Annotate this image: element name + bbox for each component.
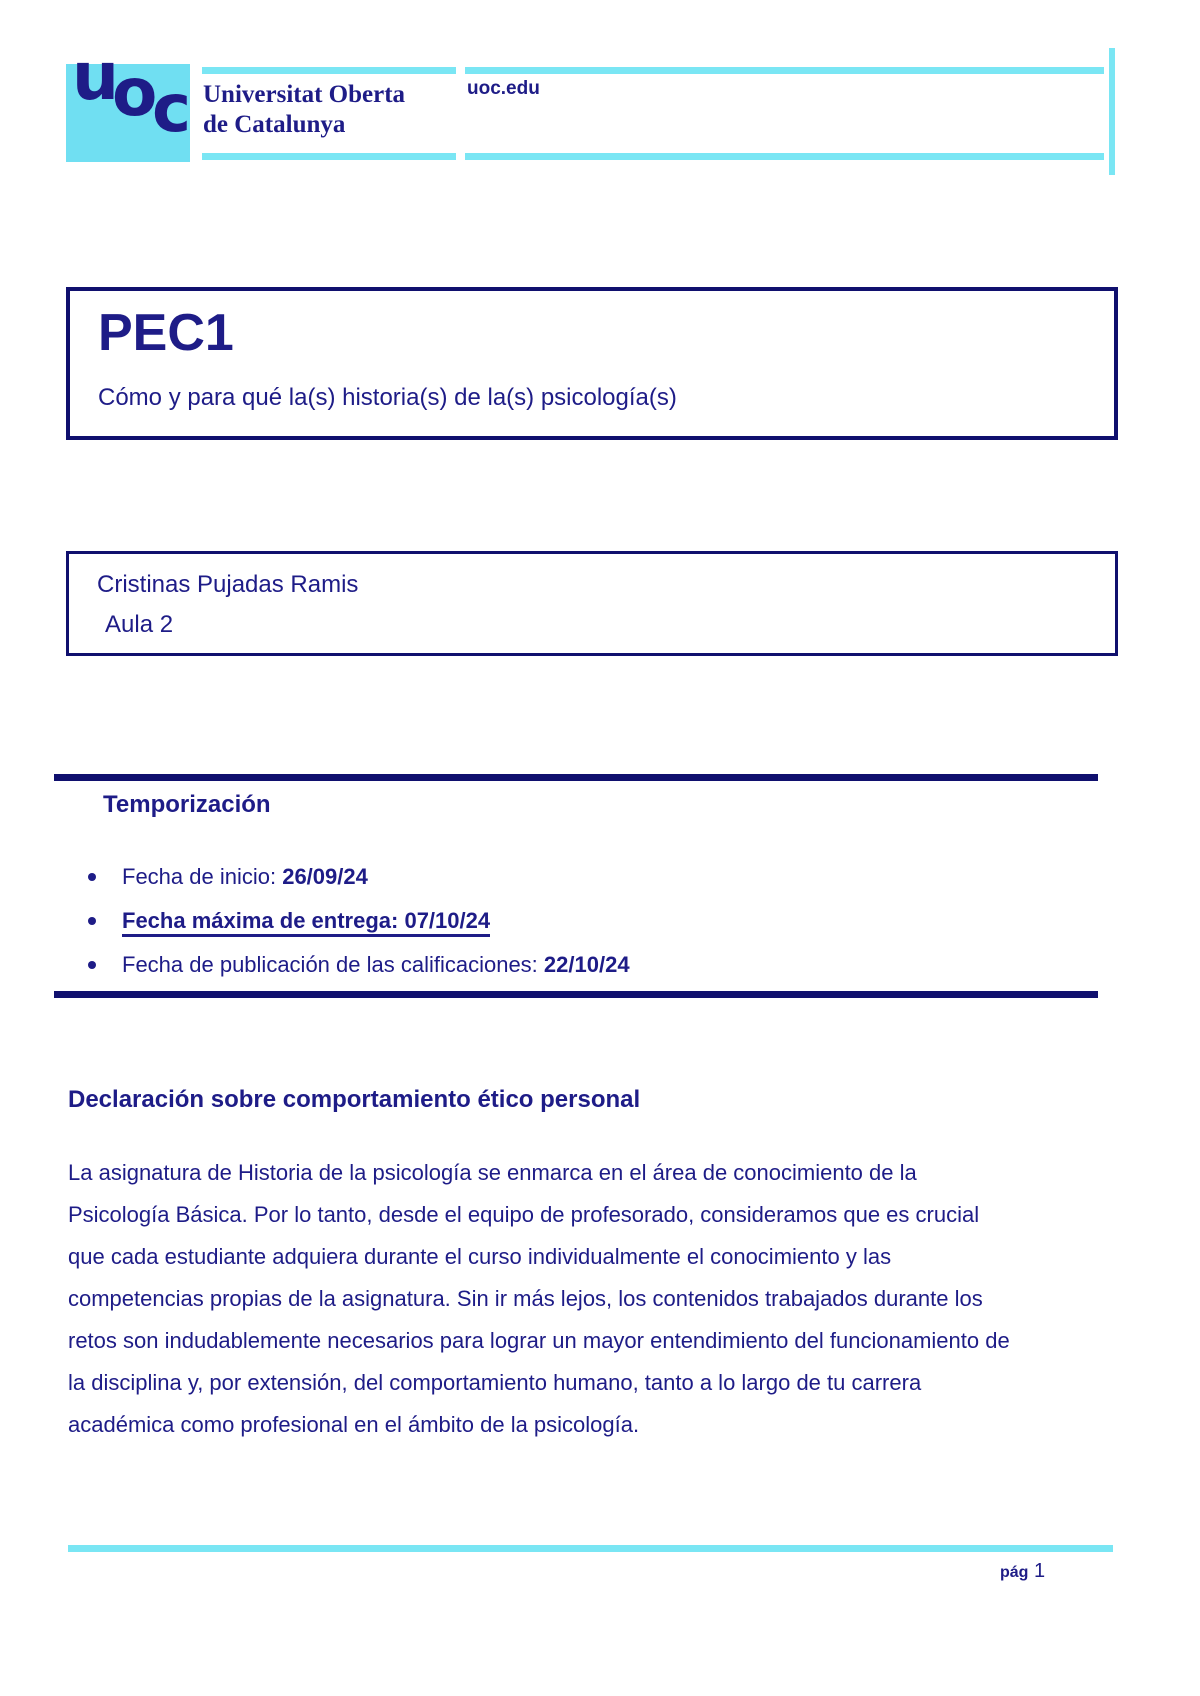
footer-rule	[68, 1545, 1113, 1552]
schedule-bottom-rule	[54, 991, 1098, 998]
author-name: Cristinas Pujadas Ramis	[97, 571, 359, 598]
paragraph-line: competencias propias de la asignatura. Sin ir más lejos, los contenidos trabajados durante los	[68, 1286, 983, 1311]
university-name-line1: Universitat Oberta	[203, 81, 406, 108]
header-top-line-left	[202, 67, 456, 74]
page-number	[1000, 1560, 1080, 1583]
declaration-heading: Declaración sobre comportamiento ético personal	[68, 1086, 641, 1113]
declaration-paragraph	[68, 1152, 1108, 1446]
university-website: uoc.edu	[467, 78, 540, 99]
header-top-line-right	[465, 67, 1104, 74]
header-bottom-line-left	[202, 153, 456, 160]
paragraph-line: la disciplina y, por extensión, del comportamiento humano, tanto a lo largo de tu carrera	[68, 1370, 922, 1395]
paragraph-line: retos son indudablemente necesarios para lograr un mayor entendimiento del funcionamiento de	[68, 1328, 1010, 1353]
schedule-item-due-date	[88, 907, 1048, 935]
paragraph-line: académica como profesional en el ámbito de la psicología.	[68, 1412, 640, 1437]
schedule-item-start-date	[88, 863, 1048, 891]
document-subtitle: Cómo y para qué la(s) historia(s) de la(s) psicología(s)	[98, 384, 677, 411]
schedule-item-label: Fecha máxima de entrega:	[122, 908, 405, 933]
schedule-item-value: 07/10/24	[404, 908, 491, 933]
schedule-item-grades-date	[88, 951, 1048, 979]
bullet-icon	[88, 873, 96, 881]
header-bottom-line-right	[465, 153, 1104, 160]
schedule-heading: Temporización	[103, 791, 271, 818]
header-right-vertical-line	[1109, 48, 1115, 175]
university-name-line2: de Catalunya	[203, 111, 346, 138]
uoc-logo-icon	[66, 38, 192, 162]
document-title: PEC1	[98, 304, 234, 362]
bullet-icon	[88, 961, 96, 969]
uoc-logo-letter-c: c	[152, 70, 192, 147]
page-number-value: 1	[1034, 1560, 1046, 1582]
classroom-label: Aula 2	[105, 611, 174, 638]
paragraph-line: La asignatura de Historia de la psicología se enmarca en el área de conocimiento de la	[68, 1160, 917, 1185]
schedule-list	[88, 863, 1048, 995]
university-wordmark	[203, 80, 405, 140]
paragraph-line: Psicología Básica. Por lo tanto, desde el equipo de profesorado, consideramos que es crucial	[68, 1202, 980, 1227]
title-box	[66, 287, 1118, 440]
uoc-logo-letter-u: u	[72, 38, 119, 115]
paragraph-line: que cada estudiante adquiera durante el curso individualmente el conocimiento y las	[68, 1244, 892, 1269]
schedule-item-label: Fecha de inicio:	[122, 864, 283, 889]
bullet-icon	[88, 917, 96, 925]
schedule-item-text	[122, 908, 490, 937]
page-number-label: pág	[1000, 1564, 1029, 1581]
schedule-item-text	[122, 952, 630, 977]
schedule-item-value: 26/09/24	[282, 864, 368, 889]
schedule-item-label: Fecha de publicación de las calificaciones:	[122, 952, 544, 977]
schedule-item-text	[122, 864, 368, 889]
schedule-top-rule	[54, 774, 1098, 781]
schedule-item-value: 22/10/24	[543, 952, 630, 977]
uoc-logo-letter-o: o	[112, 54, 158, 131]
author-box	[66, 551, 1118, 656]
